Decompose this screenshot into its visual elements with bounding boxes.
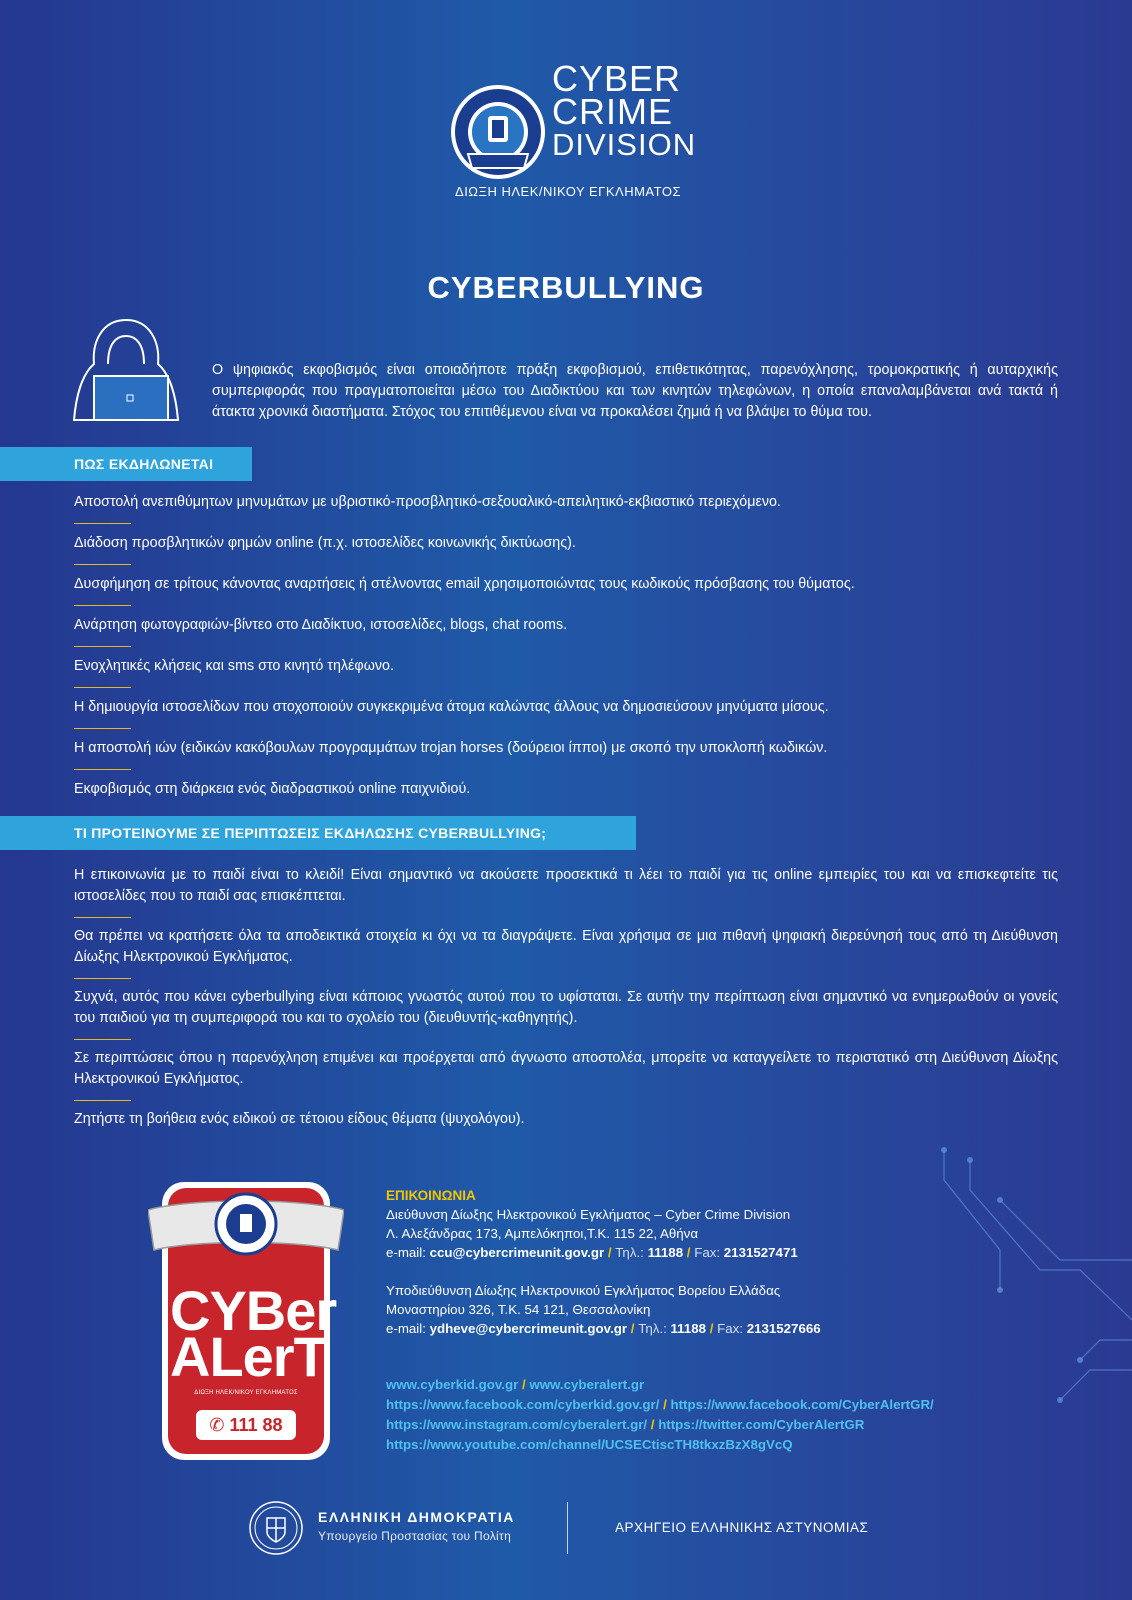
email-label: e-mail:: [386, 1245, 426, 1260]
list-item: Ενοχλητικές κλήσεις και sms στο κινητό τηλέφωνο.: [74, 656, 1064, 697]
separator: /: [650, 1417, 655, 1432]
office2-phone[interactable]: 11188: [670, 1321, 706, 1336]
footer-divider: [567, 1502, 568, 1554]
office2-address: Μοναστηρίου 326, Τ.Κ. 54 121, Θεσσαλονίκη: [386, 1302, 651, 1317]
link-cyberalert[interactable]: www.cyberalert.gr: [529, 1377, 645, 1392]
badge-line-cyber: CYBer: [170, 1279, 337, 1342]
badge-phone-text: 111 88: [229, 1415, 283, 1435]
hooded-hacker-icon: [72, 316, 180, 426]
link-facebook-cyberalert[interactable]: https://www.facebook.com/CyberAlertGR/: [670, 1397, 934, 1412]
brand-line-division: DIVISION: [552, 127, 697, 162]
link-cyberkid[interactable]: www.cyberkid.gov.gr: [386, 1377, 519, 1392]
fax-label: Fax:: [717, 1321, 743, 1336]
cyber-crime-division-logo: [448, 58, 697, 202]
link-instagram[interactable]: https://www.instagram.com/cyberalert.gr/: [386, 1417, 648, 1432]
phone-label: Τηλ.:: [615, 1245, 644, 1260]
list-item: Σε περιπτώσεις όπου η παρενόχληση επιμένει και προέρχεται από άγνωστο αποστολέα, μπορείτε να καταγγείλετε το περιστατικό στη Διεύθυνση Δίωξης Ηλεκτρονικού Εγκλήματος.: [74, 1048, 1058, 1109]
brand-subtitle: ΔΙΩΞΗ ΗΛΕΚ/ΝΙΚΟΥ ΕΓΚΛΗΜΑΤΟΣ: [455, 184, 681, 199]
list-item: Ζητήστε τη βοήθεια ενός ειδικού σε τέτοιου είδους θέματα (ψυχολόγου).: [74, 1111, 525, 1127]
manifestation-list: [74, 492, 1064, 820]
separator: /: [607, 1245, 612, 1260]
brand-wordmark: [552, 58, 697, 162]
list-item: Δυσφήμηση σε τρίτους κάνοντας αναρτήσεις ή στέλνοντας email χρησιμοποιώντας τους κωδικούς πρόσβασης του θύματος.: [74, 574, 1064, 615]
brand-line-cyber: CYBER: [552, 58, 682, 99]
list-item: Εκφοβισμός στη διάρκεια ενός διαδραστικού online παιχνιδιού.: [74, 781, 471, 797]
page-title: CYBERBULLYING: [427, 270, 705, 305]
list-item: Αποστολή ανεπιθύμητων μηνυμάτων με υβριστικό-προσβλητικό-σεξουαλικό-απειλητικό-εκβιαστικό περιεχόμενο.: [74, 492, 1064, 533]
intro-paragraph: Ο ψηφιακός εκφοβισμός είναι οποιαδήποτε πράξη εκφοβισμού, επιθετικότητας, παρενόχλησης, τρομοκρατικής ή αυταρχικής συμπεριφοράς που πραγματοποιείται μέσω του Διαδικτύου και των κινητών τηλεφώνων, η οποία επαναλαμβάνεται ανά τακτά ή άτακτα χρονικά διαστήματα. Στόχος του επιτιθέμενου είναι να προκαλέσει ζημιά ή να βλάψει το θύμα του.: [212, 362, 1058, 420]
greek-republic-seal-icon: [248, 1500, 304, 1556]
separator: /: [686, 1245, 691, 1260]
separator: /: [630, 1321, 635, 1336]
list-item: Διάδοση προσβλητικών φημών online (π.χ. ιστοσελίδες κοινωνικής δικτύωσης).: [74, 533, 1064, 574]
phone-label: Τηλ.:: [638, 1321, 667, 1336]
office1-phone[interactable]: 11188: [647, 1245, 684, 1260]
office1-email-link[interactable]: ccu@cybercrimeunit.gov.gr: [429, 1245, 605, 1260]
section-heading-recommendations: ΤΙ ΠΡΟΤΕΙΝΟΥΜΕ ΣΕ ΠΕΡΙΠΤΩΣΕΙΣ ΕΚΔΗΛΩΣΗΣ CYBERBULLYING;: [0, 816, 636, 850]
fax-label: Fax:: [694, 1245, 721, 1260]
separator: /: [663, 1397, 667, 1412]
cyber-alert-wordmark: [170, 1279, 337, 1388]
list-item: Η δημιουργία ιστοσελίδων που στοχοποιούν συγκεκριμένα άτομα καλώντας άλλους να δημοσιεύσουν μηνύματα μίσους.: [74, 697, 1064, 738]
separator: /: [709, 1321, 714, 1336]
list-item: Η επικοινωνία με το παιδί είναι το κλειδί! Είναι σημαντικό να ακούσετε προσεκτικά τι λέει το παιδί για τις online εμπειρίες του και να επισκεφτείτε τις ιστοσελίδες που το παιδί σας επισκέπτεται.: [74, 865, 1058, 926]
list-item: Θα πρέπει να κρατήσετε όλα τα αποδεικτικά στοιχεία κι όχι να τα διαγράψετε. Είναι χρήσιμα σε μια πιθανή ψηφιακή διερεύνησή τους από τη Διεύθυνση Δίωξης Ηλεκτρονικού Εγκλήματος.: [74, 926, 1058, 987]
office1-fax: 2131527471: [723, 1245, 798, 1260]
link-facebook-cyberkid[interactable]: https://www.facebook.com/cyberkid.gov.gr/: [386, 1397, 660, 1412]
separator: /: [521, 1377, 526, 1392]
link-youtube[interactable]: https://www.youtube.com/channel/UCSECtiscTH8tkxzBzX8gVcQ: [386, 1437, 793, 1452]
ministry-name: Υπουργείο Προστασίας του Πολίτη: [318, 1529, 512, 1543]
email-label: e-mail:: [386, 1321, 426, 1336]
office2-name: Υποδιεύθυνση Δίωξης Ηλεκτρονικού Εγκλήματος Βορείου Ελλάδας: [386, 1283, 781, 1298]
office2-fax: 2131527666: [746, 1321, 821, 1336]
office1-name: Διεύθυνση Δίωξης Ηλεκτρονικού Εγκλήματος – Cyber Crime Division: [386, 1207, 791, 1222]
badge-subtitle: ΔΙΩΞΗ ΗΛΕΚ/ΝΙΚΟΥ ΕΓΚΛΗΜΑΤΟΣ: [194, 1390, 298, 1396]
office2-email-link[interactable]: ydheve@cybercrimeunit.gov.gr: [429, 1321, 628, 1336]
contact-title: ΕΠΙΚΟΙΝΩΝΙΑ: [386, 1188, 476, 1203]
police-hq-name: ΑΡΧΗΓΕΙΟ ΕΛΛΗΝΙΚΗΣ ΑΣΤΥΝΟΜΙΑΣ: [615, 1520, 869, 1535]
badge-phone-number[interactable]: [196, 1410, 296, 1440]
gov-name: ΕΛΛΗΝΙΚΗ ΔΗΜΟΚΡΑΤΙΑ: [318, 1509, 515, 1525]
list-item: Η αποστολή ιών (ειδικών κακόβουλων προγραμμάτων trojan horses (δούρειοι ίπποι) με σκοπό την υποκλοπή κωδικών.: [74, 738, 1064, 779]
badge-line-alert: ALerT: [170, 1325, 327, 1388]
section-heading-manifestation: ΠΩΣ ΕΚΔΗΛΩΝΕΤΑΙ: [0, 447, 252, 481]
list-item: Ανάρτηση φωτογραφιών-βίντεο στο Διαδίκτυο, ιστοσελίδες, blogs, chat rooms.: [74, 615, 1064, 656]
recommendations-list: [74, 865, 1058, 1170]
phone-icon: ✆: [209, 1415, 230, 1435]
link-twitter[interactable]: https://twitter.com/CyberAlertGR: [658, 1417, 865, 1432]
brand-line-crime: CRIME: [552, 91, 673, 132]
police-emblem-icon: [448, 82, 548, 182]
circuit-decoration-icon: [940, 1140, 1132, 1420]
office1-address: Λ. Αλεξάνδρας 173, Αμπελόκηποι,Τ.Κ. 115 22, Αθήνα: [386, 1226, 699, 1241]
list-item: Συχνά, αυτός που κάνει cyberbullying είναι κάποιος γνωστός αυτού που το υφίσταται. Σε αυτήν την περίπτωση είναι σημαντικό να ενημερωθούν οι γονείς του παιδιού για τη συμπεριφορά του και το σχολείο του (διευθυντής-καθηγητής).: [74, 987, 1058, 1048]
